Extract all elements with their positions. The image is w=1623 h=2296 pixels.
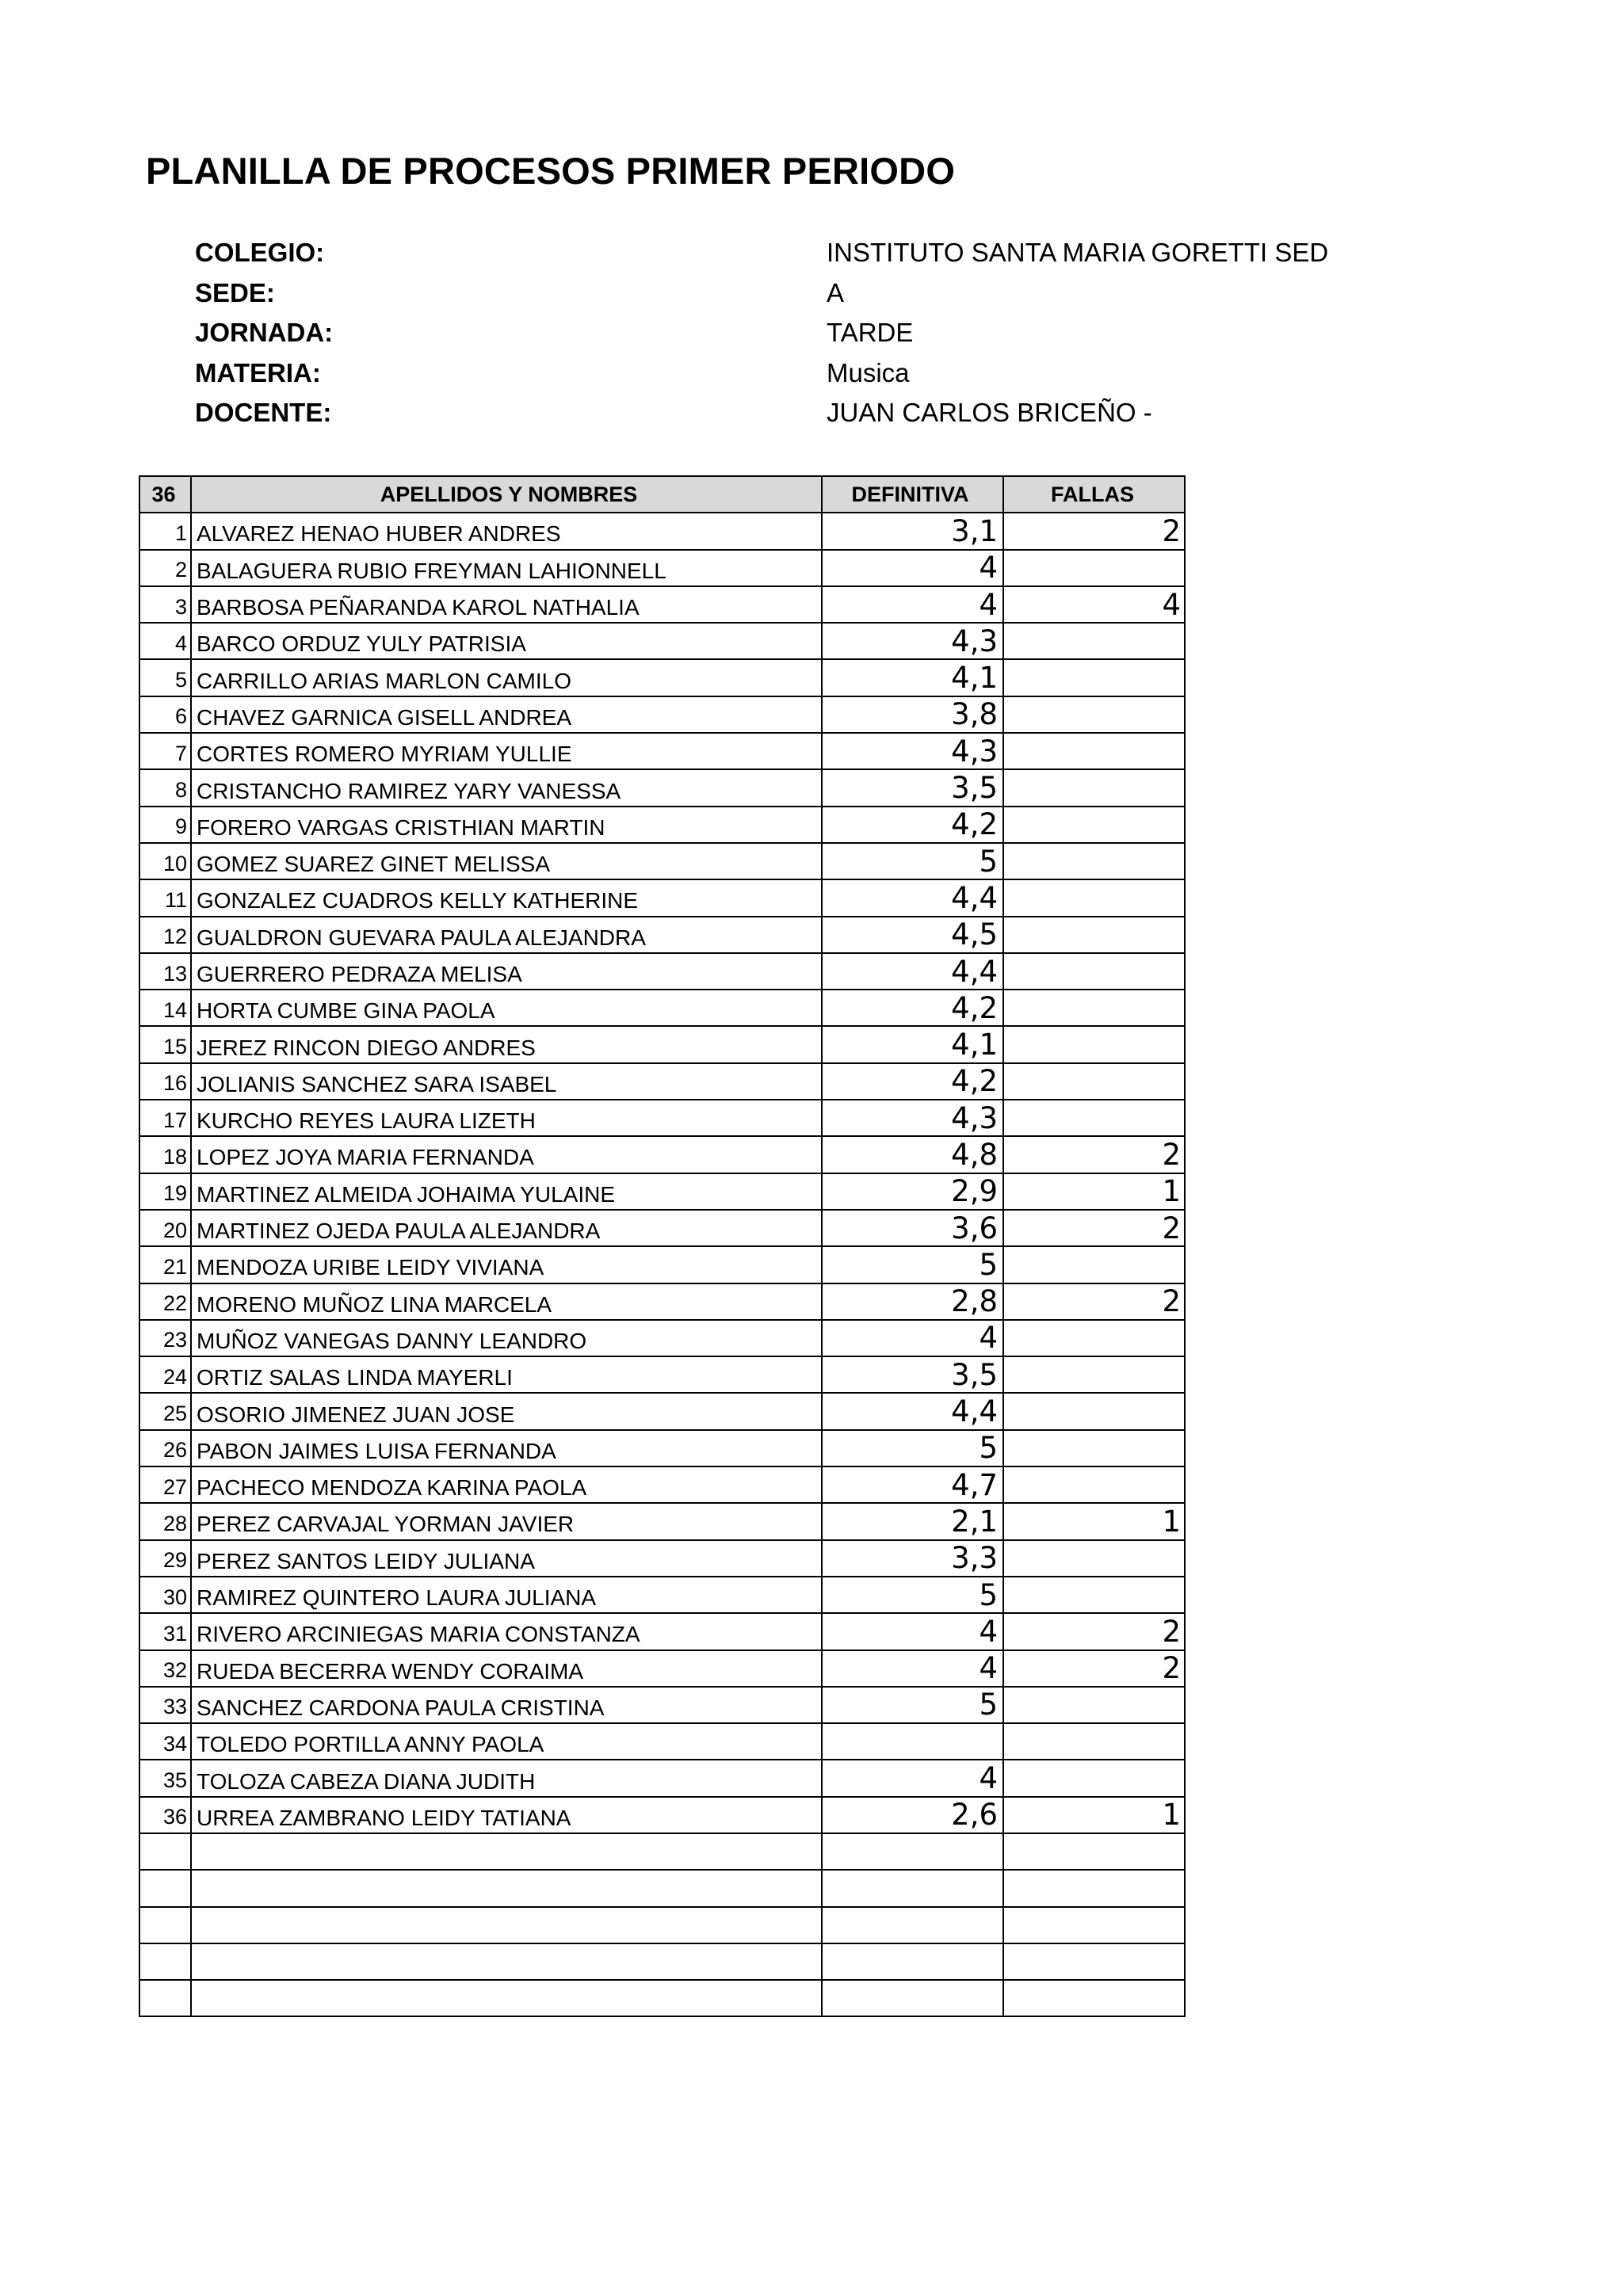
table-row [139,1907,1185,1943]
fallas-cell: 2 [1003,1650,1185,1687]
student-name: PABON JAIMES LUISA FERNANDA [191,1430,822,1466]
row-number: 20 [139,1210,191,1246]
student-name: MARTINEZ ALMEIDA JOHAIMA YULAINE [191,1173,822,1210]
row-number: 30 [139,1577,191,1613]
table-row [139,1356,1185,1393]
definitiva-cell: 4 [822,1650,1003,1687]
table-row [139,1100,1185,1136]
definitiva-cell: 4,4 [822,953,1003,990]
student-name: TOLOZA CABEZA DIANA JUDITH [191,1760,822,1796]
table-row [139,696,1185,733]
definitiva-cell: 2,6 [822,1797,1003,1833]
table-header-row [139,476,1185,513]
table-row [139,623,1185,659]
table-row [139,953,1185,990]
fallas-cell [1003,1833,1185,1870]
fallas-cell [1003,623,1185,659]
fallas-cell: 4 [1003,586,1185,623]
table-row [139,1026,1185,1062]
definitiva-cell: 2,9 [822,1173,1003,1210]
colegio-label: COLEGIO: [195,238,325,267]
header-name: APELLIDOS Y NOMBRES [191,476,822,513]
row-number: 36 [139,1797,191,1833]
table-row [139,1503,1185,1539]
fallas-cell [1003,917,1185,953]
docente-label: DOCENTE: [195,398,332,427]
table-row [139,1283,1185,1320]
student-name: GUERRERO PEDRAZA MELISA [191,953,822,990]
docente-value: JUAN CARLOS BRICEÑO - [827,398,1152,427]
student-name [191,1980,822,2016]
row-number: 34 [139,1723,191,1760]
table-row [139,1210,1185,1246]
fallas-cell [1003,1943,1185,1980]
fallas-cell [1003,843,1185,879]
fallas-cell [1003,1393,1185,1429]
student-name: SANCHEZ CARDONA PAULA CRISTINA [191,1687,822,1723]
row-number: 35 [139,1760,191,1796]
row-number: 6 [139,696,191,733]
fallas-cell [1003,990,1185,1026]
student-name: ORTIZ SALAS LINDA MAYERLI [191,1356,822,1393]
fallas-cell [1003,1026,1185,1062]
definitiva-cell: 4,2 [822,990,1003,1026]
fallas-cell [1003,879,1185,916]
row-number: 33 [139,1687,191,1723]
table-row [139,879,1185,916]
definitiva-cell: 3,1 [822,513,1003,549]
row-number: 16 [139,1063,191,1100]
definitiva-cell: 3,3 [822,1540,1003,1577]
row-number: 2 [139,550,191,586]
fallas-cell [1003,1723,1185,1760]
row-number: 27 [139,1466,191,1503]
student-name: CARRILLO ARIAS MARLON CAMILO [191,659,822,696]
table-row [139,1466,1185,1503]
row-number: 24 [139,1356,191,1393]
student-name: MORENO MUÑOZ LINA MARCELA [191,1283,822,1320]
table-row [139,1760,1185,1796]
student-name [191,1833,822,1870]
table-row [139,807,1185,843]
fallas-cell [1003,1356,1185,1393]
fallas-cell: 2 [1003,1210,1185,1246]
fallas-cell [1003,733,1185,769]
fallas-cell: 2 [1003,1613,1185,1650]
row-number [139,1907,191,1943]
table-row [139,1540,1185,1577]
definitiva-cell: 5 [822,1577,1003,1613]
definitiva-cell: 4,2 [822,1063,1003,1100]
definitiva-cell: 5 [822,843,1003,879]
definitiva-cell: 4,1 [822,659,1003,696]
fallas-cell: 1 [1003,1173,1185,1210]
row-number: 7 [139,733,191,769]
row-number: 8 [139,769,191,806]
table-row [139,1063,1185,1100]
definitiva-cell: 4,3 [822,623,1003,659]
student-name [191,1870,822,1906]
student-name [191,1943,822,1980]
definitiva-cell [822,1907,1003,1943]
fallas-cell [1003,659,1185,696]
fallas-cell [1003,1870,1185,1906]
student-name: BARBOSA PEÑARANDA KAROL NATHALIA [191,586,822,623]
definitiva-cell: 3,5 [822,769,1003,806]
fallas-cell [1003,1246,1185,1283]
row-number: 25 [139,1393,191,1429]
fallas-cell [1003,953,1185,990]
student-name: CORTES ROMERO MYRIAM YULLIE [191,733,822,769]
table-row [139,550,1185,586]
jornada-value: TARDE [827,318,914,347]
table-row [139,659,1185,696]
definitiva-cell [822,1980,1003,2016]
fallas-cell [1003,550,1185,586]
definitiva-cell: 4,7 [822,1466,1003,1503]
fallas-cell [1003,1063,1185,1100]
table-row [139,917,1185,953]
row-number: 15 [139,1026,191,1062]
student-name: BARCO ORDUZ YULY PATRISIA [191,623,822,659]
definitiva-cell: 2,8 [822,1283,1003,1320]
definitiva-cell: 4 [822,1320,1003,1356]
student-name: URREA ZAMBRANO LEIDY TATIANA [191,1797,822,1833]
definitiva-cell: 3,6 [822,1210,1003,1246]
fallas-cell: 2 [1003,513,1185,549]
row-number: 26 [139,1430,191,1466]
student-name: RIVERO ARCINIEGAS MARIA CONSTANZA [191,1613,822,1650]
definitiva-cell: 4 [822,550,1003,586]
row-number: 3 [139,586,191,623]
table-row [139,1136,1185,1173]
table-row [139,1797,1185,1833]
table-row [139,1833,1185,1870]
definitiva-cell [822,1833,1003,1870]
row-number: 4 [139,623,191,659]
student-name: HORTA CUMBE GINA PAOLA [191,990,822,1026]
student-name: PEREZ SANTOS LEIDY JULIANA [191,1540,822,1577]
table-row [139,769,1185,806]
row-number: 32 [139,1650,191,1687]
grades-table [139,475,1186,2017]
header-definitiva: DEFINITIVA [822,476,1003,513]
colegio-value: INSTITUTO SANTA MARIA GORETTI SED [827,238,1329,267]
definitiva-cell: 5 [822,1687,1003,1723]
definitiva-cell: 3,5 [822,1356,1003,1393]
row-number: 9 [139,807,191,843]
definitiva-cell [822,1943,1003,1980]
row-number: 21 [139,1246,191,1283]
sede-value: A [827,277,845,307]
fallas-cell: 2 [1003,1136,1185,1173]
definitiva-cell: 4,5 [822,917,1003,953]
student-name: OSORIO JIMENEZ JUAN JOSE [191,1393,822,1429]
row-number: 23 [139,1320,191,1356]
student-name: CRISTANCHO RAMIREZ YARY VANESSA [191,769,822,806]
student-name: JOLIANIS SANCHEZ SARA ISABEL [191,1063,822,1100]
definitiva-cell: 4,1 [822,1026,1003,1062]
row-number: 17 [139,1100,191,1136]
definitiva-cell: 5 [822,1246,1003,1283]
materia-value: Musica [827,357,910,387]
table-row [139,1943,1185,1980]
fallas-cell [1003,696,1185,733]
header-fallas: FALLAS [1003,476,1185,513]
student-name: LOPEZ JOYA MARIA FERNANDA [191,1136,822,1173]
fallas-cell [1003,769,1185,806]
fallas-cell: 1 [1003,1797,1185,1833]
definitiva-cell: 4,2 [822,807,1003,843]
student-name: GONZALEZ CUADROS KELLY KATHERINE [191,879,822,916]
student-name: MARTINEZ OJEDA PAULA ALEJANDRA [191,1210,822,1246]
table-row [139,1393,1185,1429]
student-name: TOLEDO PORTILLA ANNY PAOLA [191,1723,822,1760]
row-number: 10 [139,843,191,879]
page-title: PLANILLA DE PROCESOS PRIMER PERIODO [146,150,956,192]
definitiva-cell: 4,4 [822,1393,1003,1429]
fallas-cell [1003,1466,1185,1503]
student-name: MUÑOZ VANEGAS DANNY LEANDRO [191,1320,822,1356]
student-name: GOMEZ SUAREZ GINET MELISSA [191,843,822,879]
fallas-cell [1003,1907,1185,1943]
fallas-cell [1003,1320,1185,1356]
fallas-cell [1003,1577,1185,1613]
fallas-cell [1003,1687,1185,1723]
student-name: PACHECO MENDOZA KARINA PAOLA [191,1466,822,1503]
definitiva-cell [822,1723,1003,1760]
row-number: 29 [139,1540,191,1577]
definitiva-cell: 5 [822,1430,1003,1466]
row-number: 11 [139,879,191,916]
definitiva-cell: 4 [822,1613,1003,1650]
row-number [139,1870,191,1906]
definitiva-cell: 4,3 [822,733,1003,769]
definitiva-cell [822,1870,1003,1906]
student-name: PEREZ CARVAJAL YORMAN JAVIER [191,1503,822,1539]
row-number: 28 [139,1503,191,1539]
row-number: 13 [139,953,191,990]
student-name: GUALDRON GUEVARA PAULA ALEJANDRA [191,917,822,953]
row-number: 14 [139,990,191,1026]
row-number [139,1980,191,2016]
table-row [139,1320,1185,1356]
student-name: KURCHO REYES LAURA LIZETH [191,1100,822,1136]
fallas-cell [1003,1540,1185,1577]
table-row [139,1173,1185,1210]
student-name: MENDOZA URIBE LEIDY VIVIANA [191,1246,822,1283]
student-name: JEREZ RINCON DIEGO ANDRES [191,1026,822,1062]
fallas-cell: 1 [1003,1503,1185,1539]
table-row [139,733,1185,769]
row-number: 19 [139,1173,191,1210]
definitiva-cell: 2,1 [822,1503,1003,1539]
row-number: 5 [139,659,191,696]
table-row [139,1430,1185,1466]
fallas-cell [1003,807,1185,843]
table-row [139,990,1185,1026]
student-name: BALAGUERA RUBIO FREYMAN LAHIONNELL [191,550,822,586]
table-row [139,1246,1185,1283]
definitiva-cell: 4,4 [822,879,1003,916]
definitiva-cell: 4 [822,1760,1003,1796]
row-number [139,1833,191,1870]
row-number: 18 [139,1136,191,1173]
definitiva-cell: 4,3 [822,1100,1003,1136]
row-number: 31 [139,1613,191,1650]
table-row [139,1613,1185,1650]
row-number: 1 [139,513,191,549]
fallas-cell [1003,1100,1185,1136]
student-name: CHAVEZ GARNICA GISELL ANDREA [191,696,822,733]
materia-label: MATERIA: [195,357,321,387]
table-row [139,1577,1185,1613]
row-number: 22 [139,1283,191,1320]
student-name [191,1907,822,1943]
table-row [139,1650,1185,1687]
table-row [139,1980,1185,2016]
header-count: 36 [139,476,191,513]
student-name: RAMIREZ QUINTERO LAURA JULIANA [191,1577,822,1613]
fallas-cell: 2 [1003,1283,1185,1320]
student-name: FORERO VARGAS CRISTHIAN MARTIN [191,807,822,843]
student-name: ALVAREZ HENAO HUBER ANDRES [191,513,822,549]
fallas-cell [1003,1430,1185,1466]
table-row [139,1870,1185,1906]
definitiva-cell: 4 [822,586,1003,623]
fallas-cell [1003,1760,1185,1796]
definitiva-cell: 3,8 [822,696,1003,733]
table-row [139,586,1185,623]
table-row [139,1723,1185,1760]
table-row [139,843,1185,879]
table-row [139,1687,1185,1723]
fallas-cell [1003,1980,1185,2016]
table-row [139,513,1185,549]
sede-label: SEDE: [195,277,275,307]
row-number: 12 [139,917,191,953]
jornada-label: JORNADA: [195,318,334,347]
definitiva-cell: 4,8 [822,1136,1003,1173]
student-name: RUEDA BECERRA WENDY CORAIMA [191,1650,822,1687]
row-number [139,1943,191,1980]
